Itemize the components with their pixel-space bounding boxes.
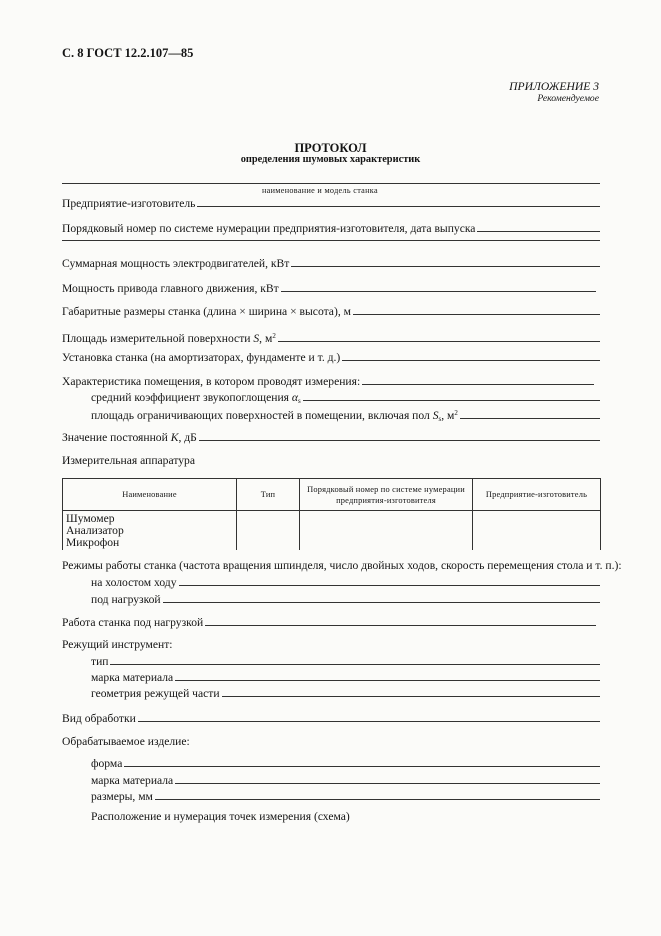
column-header-serial: Порядковый номер по системе нумерации предприятия-изготовителя bbox=[300, 479, 473, 511]
field-label: геометрия режущей части bbox=[91, 687, 220, 700]
fill-line[interactable] bbox=[155, 790, 600, 800]
modes-label: Режимы работы станка (частота вращения шпинделя, число двойных ходов, скорость перемещения стола и т. п.): bbox=[62, 559, 622, 572]
field-label: Характеристика помещения, в котором проводят измерения: bbox=[62, 375, 361, 388]
field-manufacturer[interactable] bbox=[62, 197, 600, 211]
field-surfaces[interactable] bbox=[91, 406, 600, 426]
field-label: Значение постоянной K, дБ bbox=[62, 431, 197, 444]
field-label: Габаритные размеры станка (длина × ширина × высота), м bbox=[62, 305, 351, 318]
fill-line[interactable] bbox=[353, 305, 600, 315]
machine-name-caption: наименование и модель станка bbox=[262, 186, 378, 195]
fill-line[interactable] bbox=[342, 351, 600, 361]
equipment-table bbox=[62, 478, 601, 550]
appendix-status: Рекомендуемое bbox=[537, 93, 599, 104]
field-idle-mode[interactable] bbox=[91, 576, 600, 590]
measurement-points-label: Расположение и нумерация точек измерения (схема) bbox=[91, 810, 350, 823]
field-installation[interactable] bbox=[62, 351, 600, 365]
field-tool-type[interactable] bbox=[91, 655, 600, 669]
field-label: марка материала bbox=[91, 774, 174, 787]
fill-line[interactable] bbox=[175, 774, 600, 784]
field-workpiece-shape[interactable] bbox=[91, 757, 600, 771]
field-label: Работа станка под нагрузкой bbox=[62, 616, 204, 629]
field-label: на холостом ходу bbox=[91, 576, 177, 589]
fill-line[interactable] bbox=[291, 257, 600, 267]
field-room[interactable] bbox=[62, 375, 594, 389]
field-tool-material[interactable] bbox=[91, 671, 600, 685]
field-under-load[interactable] bbox=[62, 616, 596, 630]
field-label: средний коэффициент звукопоглощения $\alpha_s$ bbox=[91, 391, 301, 405]
field-total-power[interactable] bbox=[62, 257, 600, 271]
field-label: площадь ограничивающих поверхностей в помещении, включая пол $S_s$, $м^2$ bbox=[91, 409, 458, 423]
field-label: Площадь измерительной поверхности S, $м^2$ bbox=[62, 332, 276, 345]
field-label: тип bbox=[91, 655, 109, 668]
field-dimensions[interactable] bbox=[62, 305, 600, 319]
fill-line[interactable] bbox=[205, 616, 596, 626]
fill-line[interactable] bbox=[175, 671, 600, 681]
fill-line[interactable] bbox=[138, 712, 600, 722]
protocol-title: ПРОТОКОЛ bbox=[294, 141, 367, 155]
fill-line[interactable] bbox=[477, 222, 600, 232]
fill-line[interactable] bbox=[460, 409, 600, 419]
fill-line[interactable] bbox=[163, 593, 600, 603]
cutting-tool-label: Режущий инструмент: bbox=[62, 638, 173, 651]
serial-cell[interactable] bbox=[300, 511, 473, 551]
column-header-name: Наименование bbox=[63, 479, 237, 511]
type-cell[interactable] bbox=[237, 511, 300, 551]
field-label: марка материала bbox=[91, 671, 174, 684]
fill-line[interactable] bbox=[362, 375, 594, 385]
field-main-drive-power[interactable] bbox=[62, 282, 596, 296]
instrument-sound-level-meter: Шумомер bbox=[66, 512, 115, 525]
fill-line[interactable] bbox=[303, 391, 600, 401]
field-label: Вид обработки bbox=[62, 712, 136, 725]
instrument-analyzer: Анализатор bbox=[66, 524, 124, 537]
field-label: Установка станка (на амортизаторах, фундаменте и т. д.) bbox=[62, 351, 341, 364]
fill-line[interactable] bbox=[281, 282, 596, 292]
field-label: Суммарная мощность электродвигателей, кВт bbox=[62, 257, 290, 270]
serial-continuation-line[interactable] bbox=[62, 240, 600, 241]
field-label: Мощность привода главного движения, кВт bbox=[62, 282, 279, 295]
field-workpiece-material[interactable] bbox=[91, 774, 600, 788]
manufacturer-cell[interactable] bbox=[473, 511, 601, 551]
machine-name-line[interactable] bbox=[62, 183, 600, 184]
document-reference: С. 8 ГОСТ 12.2.107—85 bbox=[62, 46, 194, 60]
field-label: форма bbox=[91, 757, 123, 770]
fill-line[interactable] bbox=[179, 576, 600, 586]
field-label: Предприятие-изготовитель bbox=[62, 197, 196, 210]
equipment-label: Измерительная аппаратура bbox=[62, 454, 195, 467]
field-measuring-area[interactable] bbox=[62, 329, 600, 346]
fill-line[interactable] bbox=[222, 687, 600, 697]
field-room-constant[interactable] bbox=[62, 431, 600, 445]
field-serial-number[interactable] bbox=[62, 222, 600, 236]
instrument-list bbox=[63, 511, 237, 551]
field-load-mode[interactable] bbox=[91, 593, 600, 607]
field-tool-geometry[interactable] bbox=[91, 687, 600, 701]
protocol-subtitle: определения шумовых характеристик bbox=[240, 154, 421, 165]
fill-line[interactable] bbox=[124, 757, 600, 767]
fill-line[interactable] bbox=[110, 655, 600, 665]
field-processing-type[interactable] bbox=[62, 712, 600, 726]
field-label: Порядковый номер по системе нумерации предприятия-изготовителя, дата выпуска bbox=[62, 222, 476, 235]
workpiece-label: Обрабатываемое изделие: bbox=[62, 735, 190, 748]
column-header-type: Тип bbox=[237, 479, 300, 511]
appendix-label: ПРИЛОЖЕНИЕ 3 bbox=[509, 80, 599, 93]
column-header-manufacturer: Предприятие-изготовитель bbox=[473, 479, 601, 511]
field-label: размеры, мм bbox=[91, 790, 153, 803]
instrument-microphone: Микрофон bbox=[66, 536, 120, 549]
field-workpiece-size[interactable] bbox=[91, 790, 600, 804]
fill-line[interactable] bbox=[278, 332, 600, 342]
fill-line[interactable] bbox=[197, 197, 600, 207]
field-label: под нагрузкой bbox=[91, 593, 161, 606]
fill-line[interactable] bbox=[199, 431, 600, 441]
